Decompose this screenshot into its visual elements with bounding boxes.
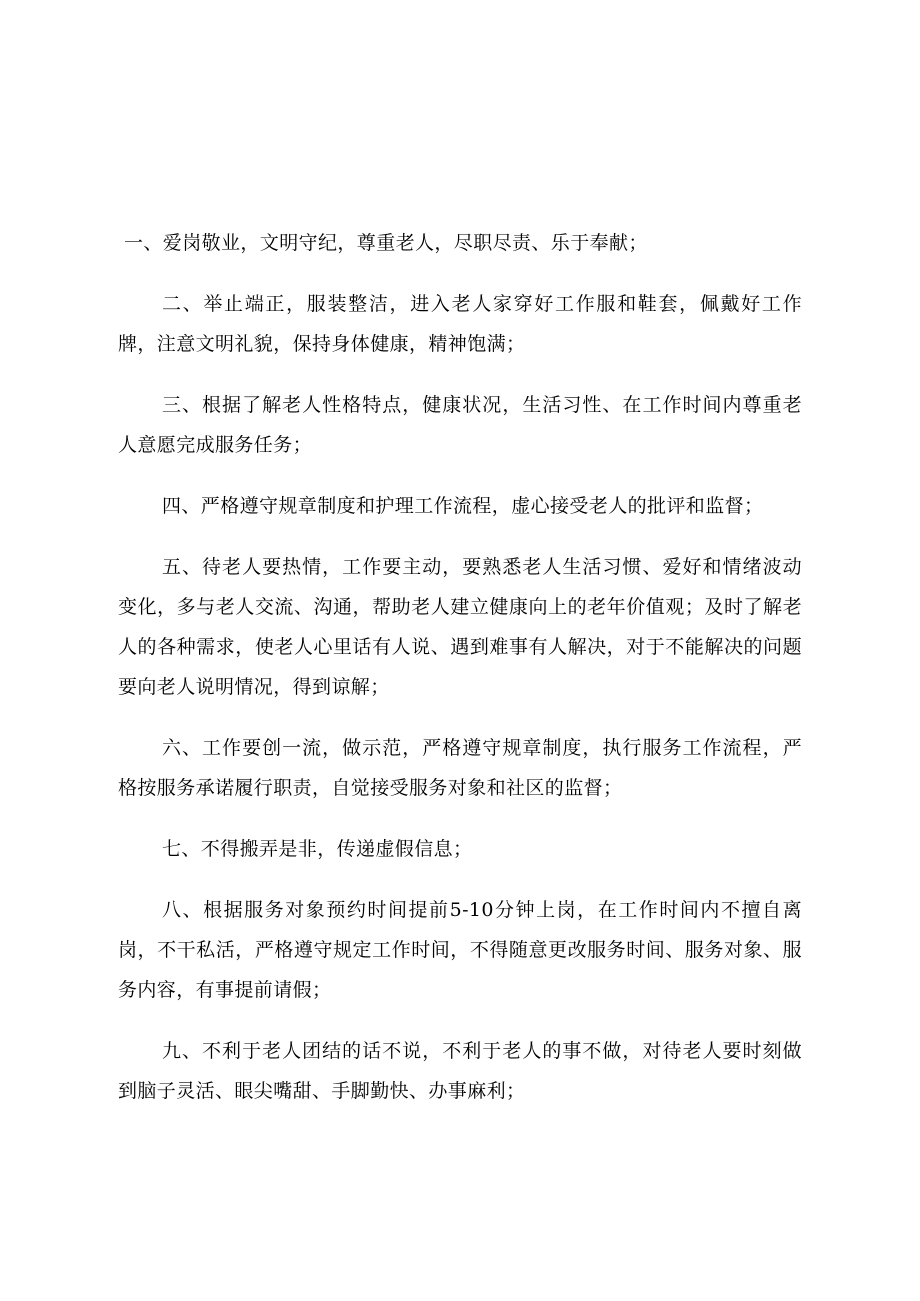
paragraph-8: 八、根据服务对象预约时间提前5-10分钟上岗，在工作时间内不擅自离岗，不干私活，严格遵守规定工作时间，不得随意更改服务时间、服务对象、服务内容，有事提前请假； <box>118 899 802 1001</box>
paragraph-2: 二、举止端正，服装整洁，进入老人家穿好工作服和鞋套，佩戴好工作牌，注意文明礼貌，保持身体健康，精神饱满； <box>118 293 802 355</box>
paragraph-7: 七、不得搬弄是非，传递虚假信息； <box>162 838 473 860</box>
paragraph-6: 六、工作要创一流，做示范，严格遵守规章制度，执行服务工作流程，严格按服务承诺履行职责，自觉接受服务对象和社区的监督； <box>118 737 802 799</box>
paragraph-9: 九、不利于老人团结的话不说，不利于老人的事不做，对待老人要时刻做到脑子灵活、眼尖嘴甜、手脚勤快、办事麻利； <box>118 1040 802 1102</box>
paragraph-3: 三、根据了解老人性格特点，健康状况，生活习性、在工作时间内尊重老人意愿完成服务任务； <box>118 394 802 456</box>
paragraph-1: 一、爱岗敬业，文明守纪，尊重老人，尽职尽责、乐于奉献； <box>124 232 648 254</box>
paragraph-5: 五、待老人要热情，工作要主动，要熟悉老人生活习惯、爱好和情绪波动变化，多与老人交流、沟通，帮助老人建立健康向上的老年价值观；及时了解老人的各种需求，使老人心里话有人说、遇到难事有人解决，对于不能解决的问题要向老人说明情况，得到谅解； <box>118 556 802 698</box>
paragraph-4: 四、严格遵守规章制度和护理工作流程，虚心接受老人的批评和监督； <box>162 495 764 517</box>
document-body <box>118 223 802 1132</box>
